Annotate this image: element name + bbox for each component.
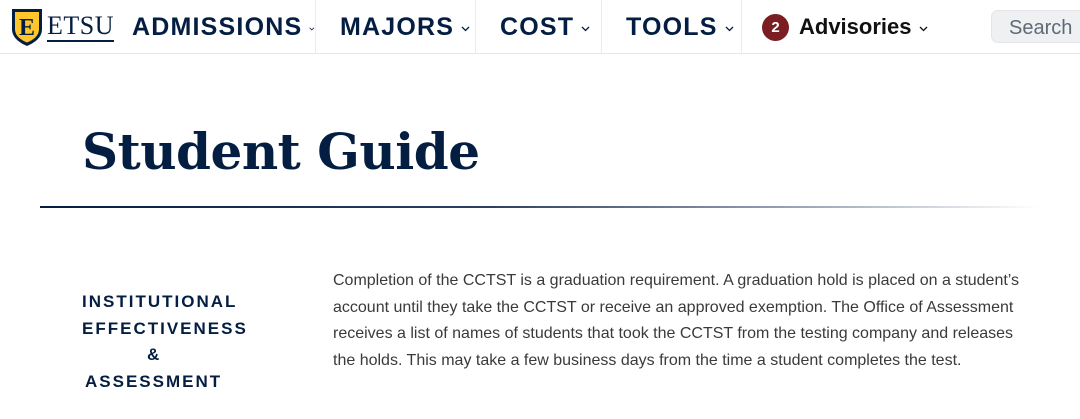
etsu-shield-icon — [10, 7, 44, 47]
section-label-line: ASSESSMENT — [85, 371, 223, 391]
chevron-down-icon — [461, 26, 470, 32]
body-paragraph: Completion of the CCTST is a graduation requirement. A graduation hold is placed on a student’s account until they take the CCTST or receive an approved exemption. The Office of Assessment receives a list of names of students that took the CCTST from the testing company and releases the holds. This may take a few business days from the time a student completes the test. — [333, 272, 1020, 369]
nav-item-admissions[interactable] — [116, 0, 316, 54]
nav-label-tools: TOOLS — [626, 12, 718, 41]
search-input[interactable] — [991, 10, 1080, 43]
nav-item-cost[interactable] — [476, 0, 602, 54]
section-label-line: & — [147, 345, 162, 364]
etsu-logo[interactable] — [10, 7, 114, 47]
nav-item-majors[interactable] — [316, 0, 476, 54]
page-title: Student Guide — [82, 122, 480, 181]
nav-label-advisories: Advisories — [799, 14, 912, 39]
nav-label-cost: COST — [500, 12, 575, 41]
section-label — [80, 289, 260, 395]
chevron-down-icon — [581, 26, 590, 32]
chevron-down-icon — [309, 26, 315, 32]
title-divider — [40, 206, 1040, 208]
nav-label-majors: MAJORS — [340, 12, 455, 41]
section-label-line: INSTITUTIONAL — [82, 292, 238, 311]
nav-item-advisories[interactable] — [742, 0, 970, 54]
chevron-down-icon — [919, 26, 928, 32]
top-navigation — [0, 0, 1080, 54]
section-label-line: EFFECTIVENESS — [82, 318, 248, 338]
logo-wordmark: ETSU — [47, 11, 114, 40]
logo-shield-letter: E — [18, 15, 36, 41]
advisory-count-badge: 2 — [762, 14, 789, 41]
nav-label-admissions: ADMISSIONS — [132, 12, 303, 41]
nav-item-tools[interactable] — [602, 0, 742, 54]
chevron-down-icon — [725, 26, 734, 32]
